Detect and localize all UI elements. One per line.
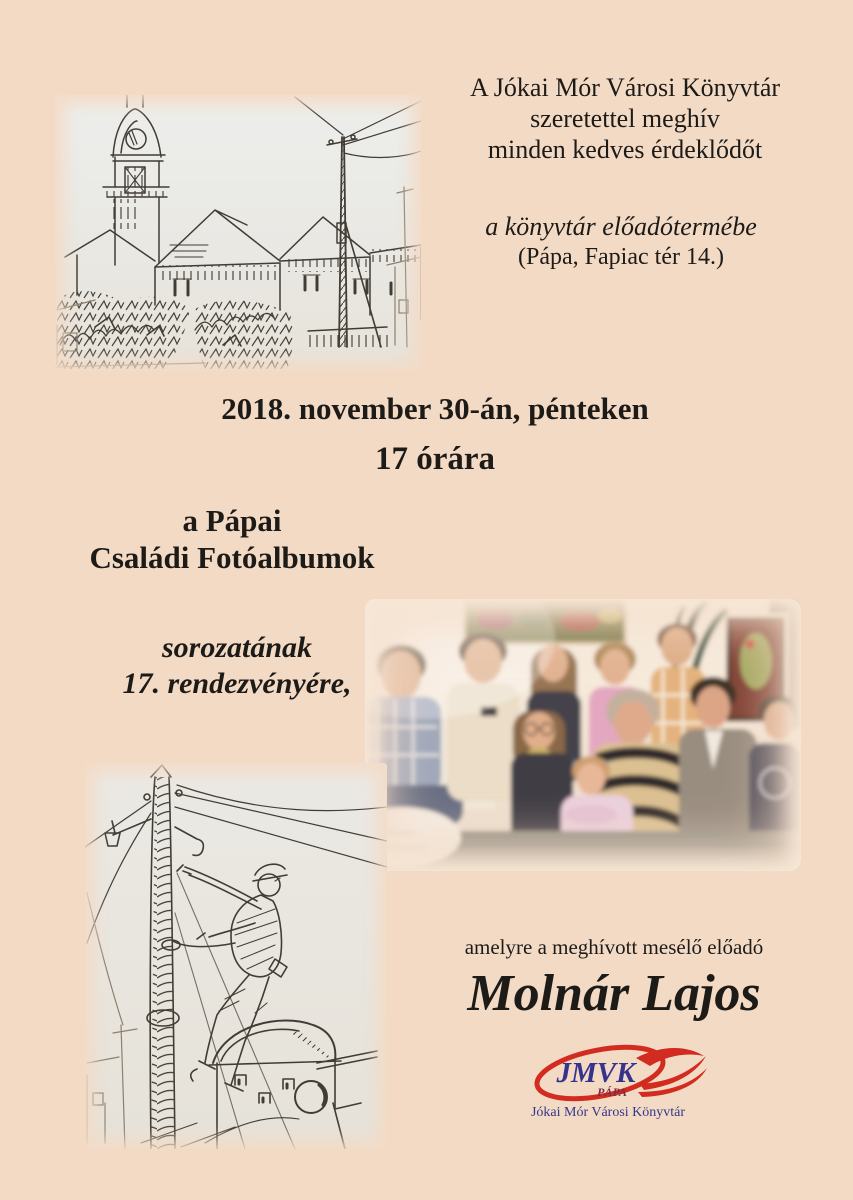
logo-acronym: JMVK: [556, 1057, 636, 1089]
speaker-block: [396, 934, 832, 1022]
venue-text: [414, 212, 828, 272]
venue-hall-line: a könyvtár előadótermébe: [485, 212, 757, 241]
event-time: 17 órára: [374, 441, 496, 477]
family-photo-image: [365, 599, 801, 871]
event-date: 2018. november 30-án, pénteken: [221, 391, 649, 426]
library-logo: [508, 1042, 708, 1121]
logo-city: PÁPA: [597, 1085, 627, 1099]
event-datetime: [18, 392, 852, 476]
invitation-line-2: szeretettel meghív: [530, 104, 720, 133]
family-photo: [365, 599, 801, 871]
town-sketch-drawing: [55, 95, 421, 371]
series-subtitle-line-2: 17. rendezvényére,: [122, 667, 352, 700]
invitation-line-1: A Jókai Mór Városi Könyvtár: [469, 73, 781, 102]
lineman-sketch-drawing: [85, 763, 387, 1149]
series-title: [2, 502, 462, 576]
invitation-line-3: minden kedves érdeklődőt: [487, 135, 763, 164]
library-logo-icon: [508, 1042, 708, 1104]
invitation-text: [420, 72, 830, 165]
logo-caption: Jókai Mór Városi Könyvtár: [530, 1105, 686, 1120]
speaker-intro: amelyre a meghívott mesélő előadó: [464, 935, 764, 959]
town-sketch-illustration: [55, 95, 421, 371]
lineman-sketch-illustration: [85, 763, 387, 1149]
series-subtitle-line-1: sorozatának: [161, 631, 313, 664]
speaker-name: Molnár Lajos: [467, 965, 761, 1022]
series-title-line-2: Családi Fotóalbumok: [89, 540, 375, 575]
venue-address-line: (Pápa, Fapiac tér 14.): [518, 244, 724, 270]
series-title-line-1: a Pápai: [182, 503, 282, 538]
